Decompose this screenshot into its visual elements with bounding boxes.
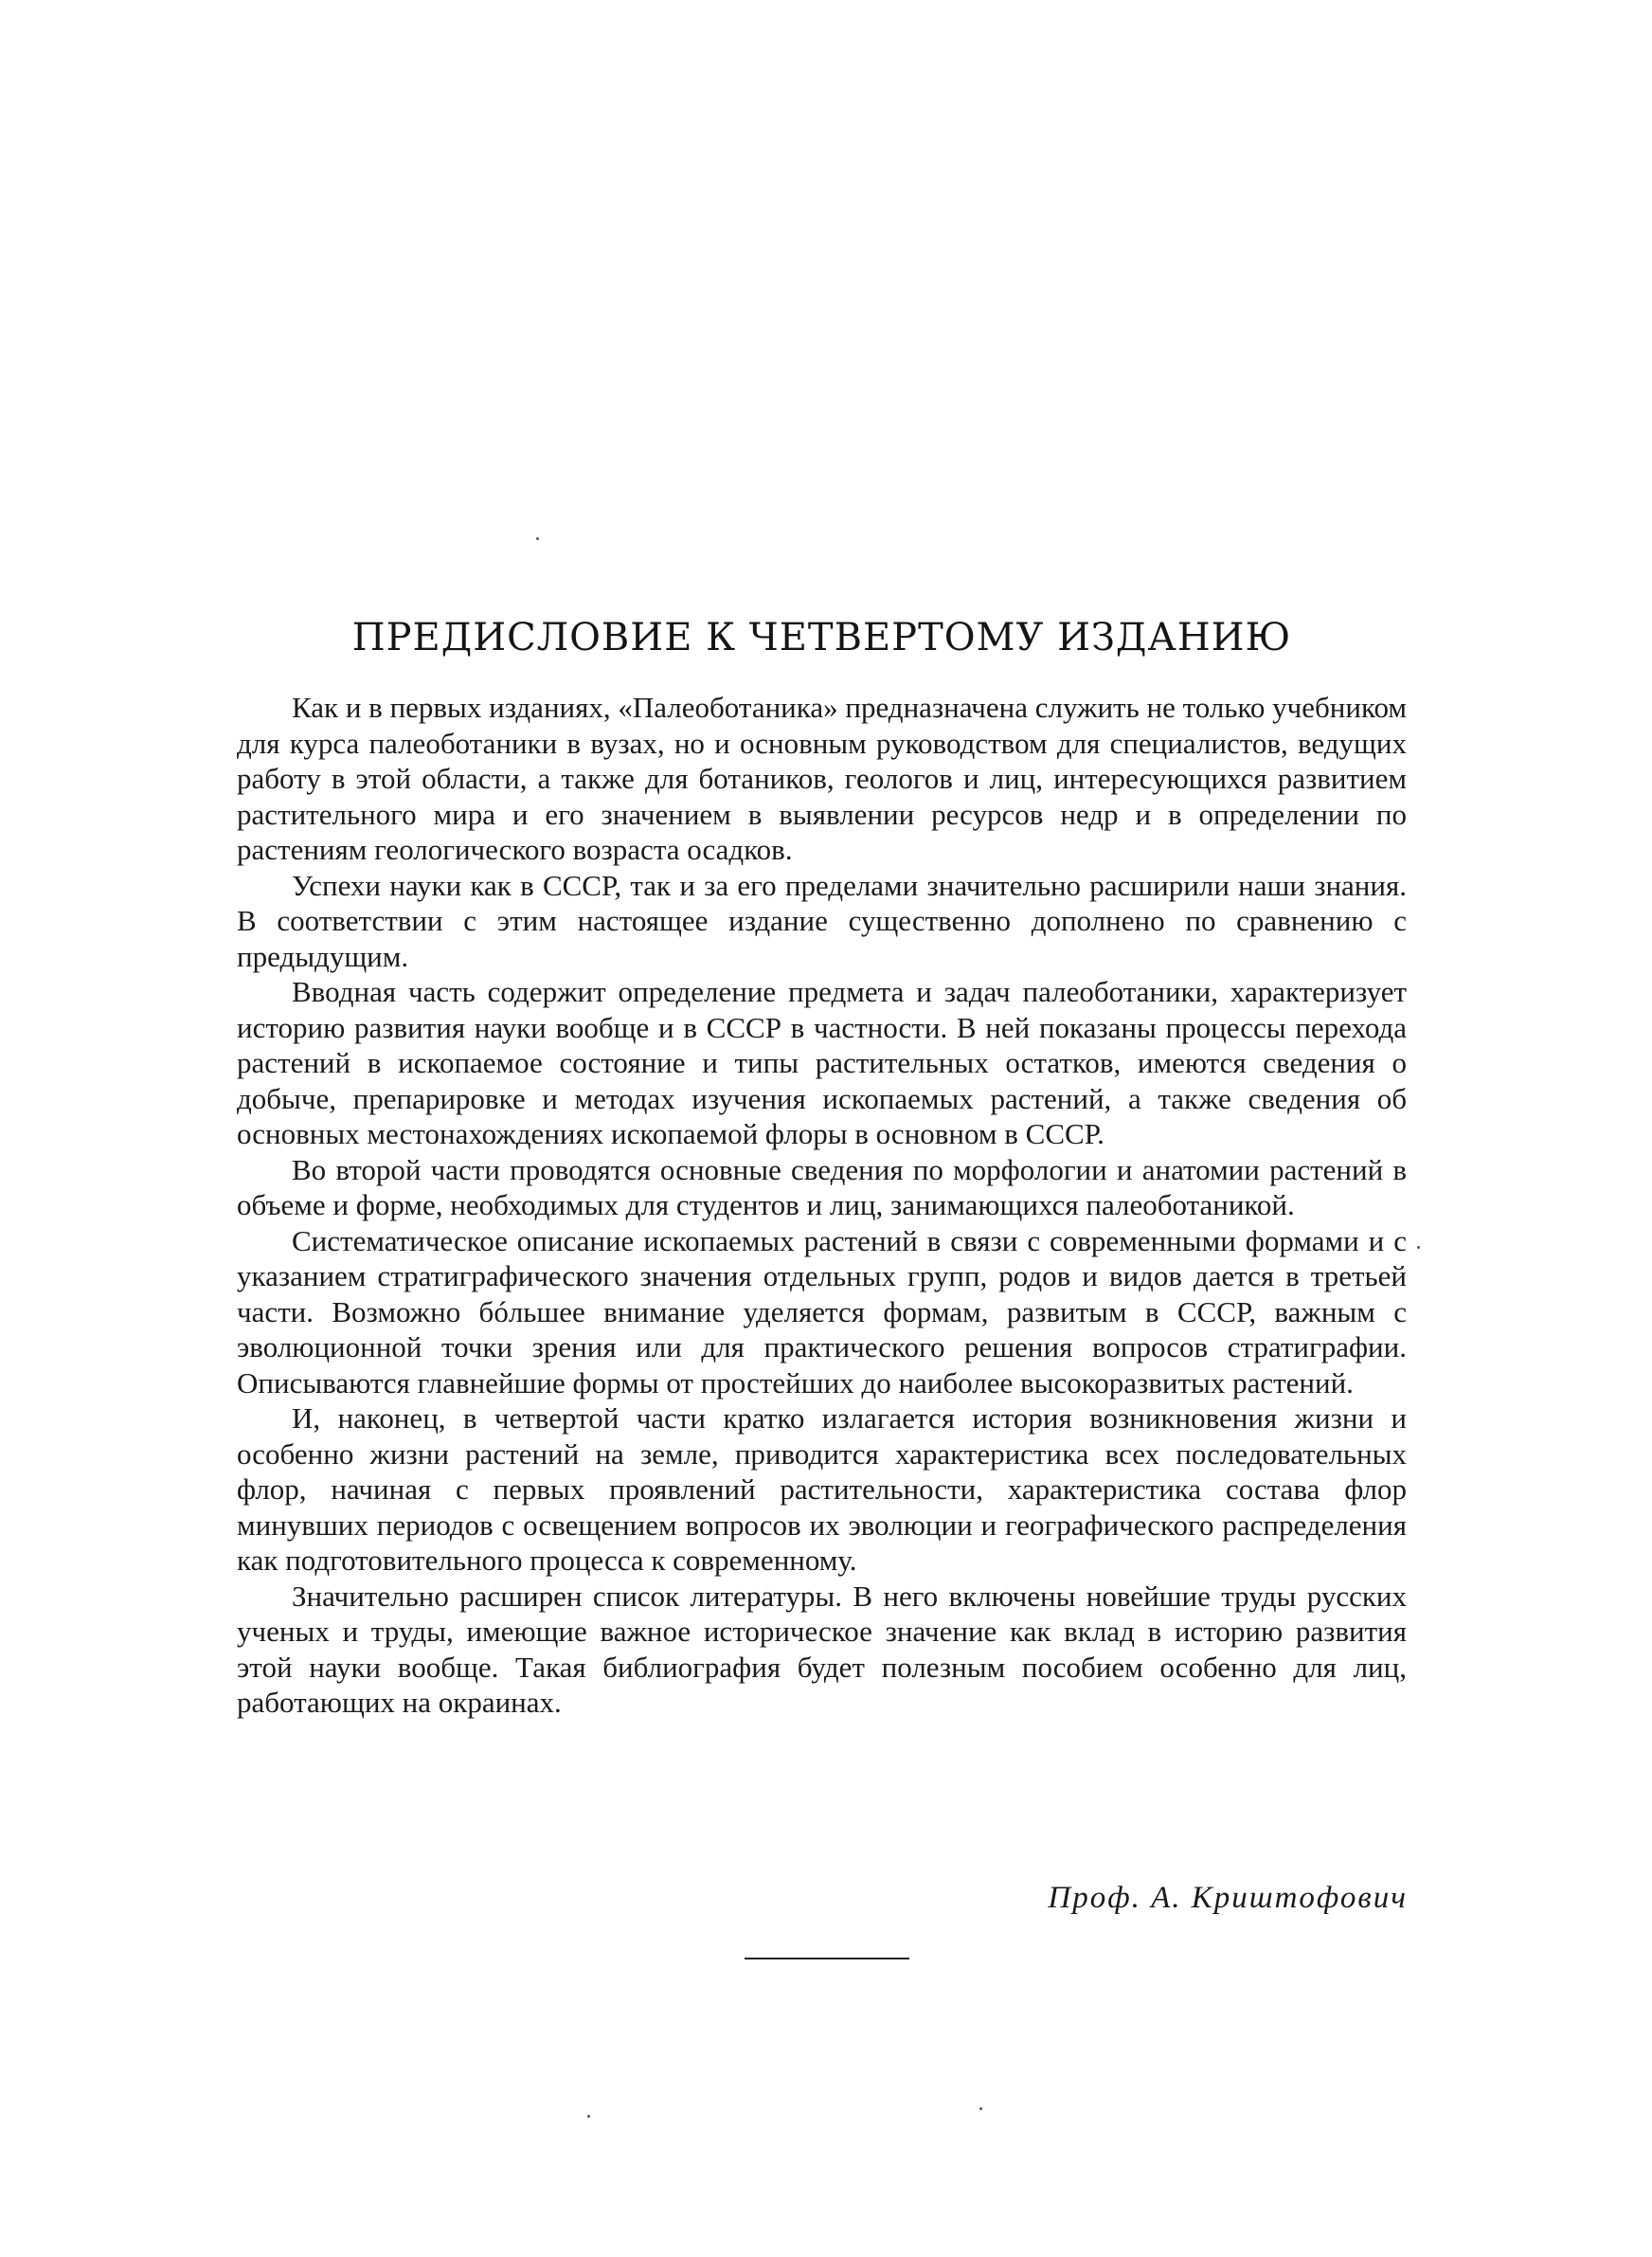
- paragraph: Систематическое описание ископаемых растений в связи с современными формами и с указанием стратиграфического значения отдельных групп, родов и видов дается в третьей части. Возможно бóльшее внимание уделяется формам, развитым в СССР, важным с эволюционной точки зрения или для практического решения вопросов стратиграфии. Описываются главнейшие формы от простейших до наиболее высокоразвитых растений.: [237, 1223, 1407, 1399]
- paragraph: Значительно расширен список литературы. В него включены новейшие труды русских ученых и труды, имеющие важное историческое значение как вклад в историю развития этой науки вообще. Такая библиография будет полезным пособием особенно для лиц, работающих на окраинах.: [237, 1579, 1407, 1719]
- scan-speck: [979, 2107, 982, 2110]
- page-title: ПРЕДИСЛОВИЕ К ЧЕТВЕРТОМУ ИЗДАНИЮ: [351, 616, 1292, 659]
- preface-body: [237, 690, 1407, 1721]
- paragraph: Вводная часть содержит определение предмета и задач палеоботаники, характеризует историю развития науки вообще и в СССР в частности. В ней показаны процессы перехода растений в ископаемое состояние и типы растительных остатков, имеются сведения о добыче, препарировке и методах изучения ископаемых растений, а также сведения об основных местонахождениях ископаемой флоры в основном в СССР.: [237, 975, 1407, 1150]
- scan-speck: [587, 2115, 590, 2118]
- paragraph: Во второй части проводятся основные сведения по морфологии и анатомии растений в объеме и форме, необходимых для студентов и лиц, занимающихся палеоботаникой.: [237, 1152, 1407, 1221]
- paragraph: Успехи науки как в СССР, так и за его пределами значительно расширили наши знания. В соответствии с этим настоящее издание существенно дополнено по сравнению с предыдущим.: [237, 868, 1407, 973]
- author-signature: Проф. А. Криштофович: [1048, 1881, 1408, 1915]
- paragraph: Как и в первых изданиях, «Палеоботаника» предназначена служить не только учебником для курса палеоботаники в вузах, но и основным руководством для специалистов, ведущих работу в этой области, а также для ботаников, геологов и лиц, интересующихся развитием растительного мира и его значением в выявлении ресурсов недр и в определении по растениям геологического возраста осадков.: [237, 691, 1407, 866]
- scan-speck: [1417, 1246, 1420, 1249]
- closing-rule: [745, 1958, 909, 1959]
- scan-speck: [536, 537, 539, 540]
- paragraph: И, наконец, в четвертой части кратко излагается история возникновения жизни и особенно жизни растений на земле, приводится характеристика всех последовательных флор, начиная с первых проявлений растительности, характеристика состава флор минувших периодов с освещением вопросов их эволюции и географического распределения как подготовительного процесса к современному.: [237, 1401, 1407, 1577]
